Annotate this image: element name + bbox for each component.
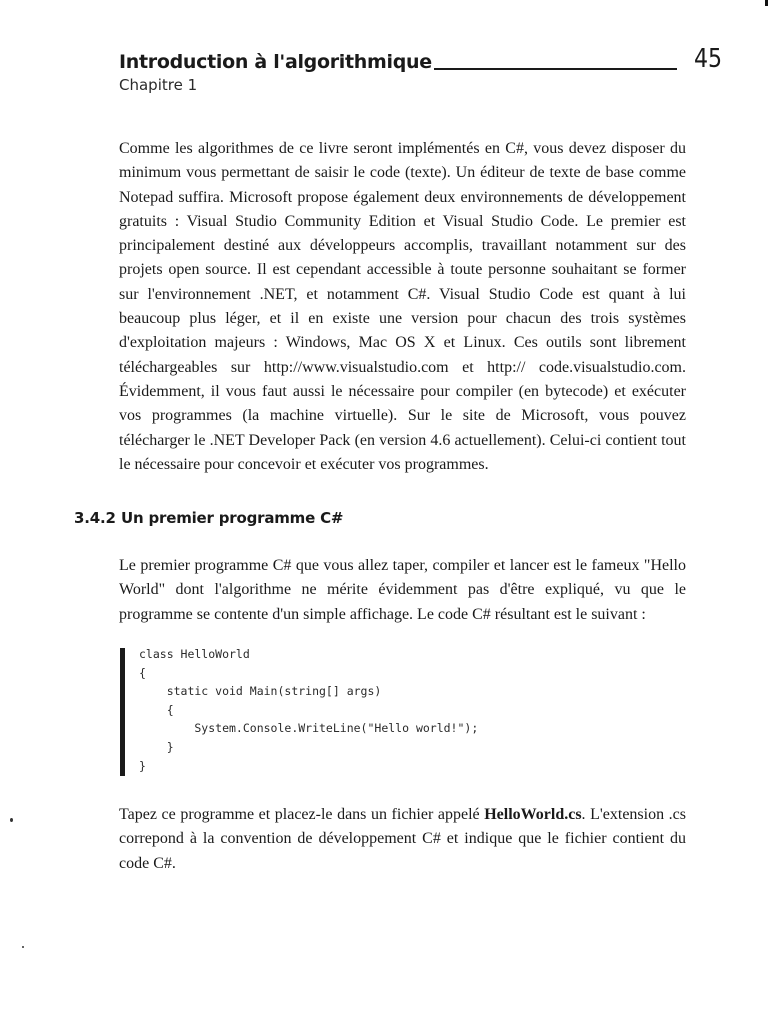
code-listing: class HelloWorld { static void Main(string[] args) { System.Console.WriteLine("Hello world!"); } } [139,647,479,773]
header-rule [434,68,677,70]
header-title: Introduction à l'algorithmique [119,51,432,73]
section-title: Un premier programme C# [121,509,344,527]
code-block-bar [120,648,125,776]
page-number: 45 [693,44,722,74]
paragraph-save-file [119,803,686,876]
paragraph-tools: Comme les algorithmes de ce livre seront implémentés en C#, vous devez disposer du minimum vous permettant de saisir le code (texte). Un éditeur de texte de base comme Notepad suffira. Microsoft propose également deux environnements de développement gratuits : Visual Studio Community Edition et Visual Studio Code. Le premier est principalement destiné aux développeurs accomplis, travaillant notamment sur des projets open source. Il est cependant accessible à toute personne souhaitant se former sur l'environnement .NET, et notamment C#. Visual Studio Code est quant à lui beaucoup plus léger, et il en existe une version pour chacun des trois systèmes d'exploitation majeurs : Windows, Mac OS X et Linux. Ces outils sont librement téléchargeables sur http://www.visualstudio.com et http:// code.visualstudio.com. Évidemment, il vous faut aussi le nécessaire pour compiler (en bytecode) et exécuter vos programmes (la machine virtuelle). Sur le site de Microsoft, vous pouvez télécharger le .NET Developer Pack (en version 4.6 actuellement). Celui-ci contient tout le nécessaire pour concevoir et exécuter vos programmes. [119,140,686,473]
running-header [119,40,722,94]
filename-emphasis: HelloWorld.cs [484,806,582,823]
paragraph-text: . L'extension .cs correpond à la convention de développement C# et indique que le fichier contient du code C#. [119,806,687,872]
section-number: 3.4.2 [74,509,116,527]
scan-speck [10,818,13,822]
section-heading [74,509,343,527]
paragraph-hello-world: Le premier programme C# que vous allez taper, compiler et lancer est le fameux "Hello World" dont l'algorithme ne mérite évidemment pas d'être expliqué, vu que le programme se contente d'un simple affichage. Le code C# résultant est le suivant : [119,557,686,623]
scan-speck [22,946,24,948]
paragraph-text: Tapez ce programme et placez-le dans un fichier appelé [119,806,485,823]
chapter-label: Chapitre 1 [119,76,198,94]
